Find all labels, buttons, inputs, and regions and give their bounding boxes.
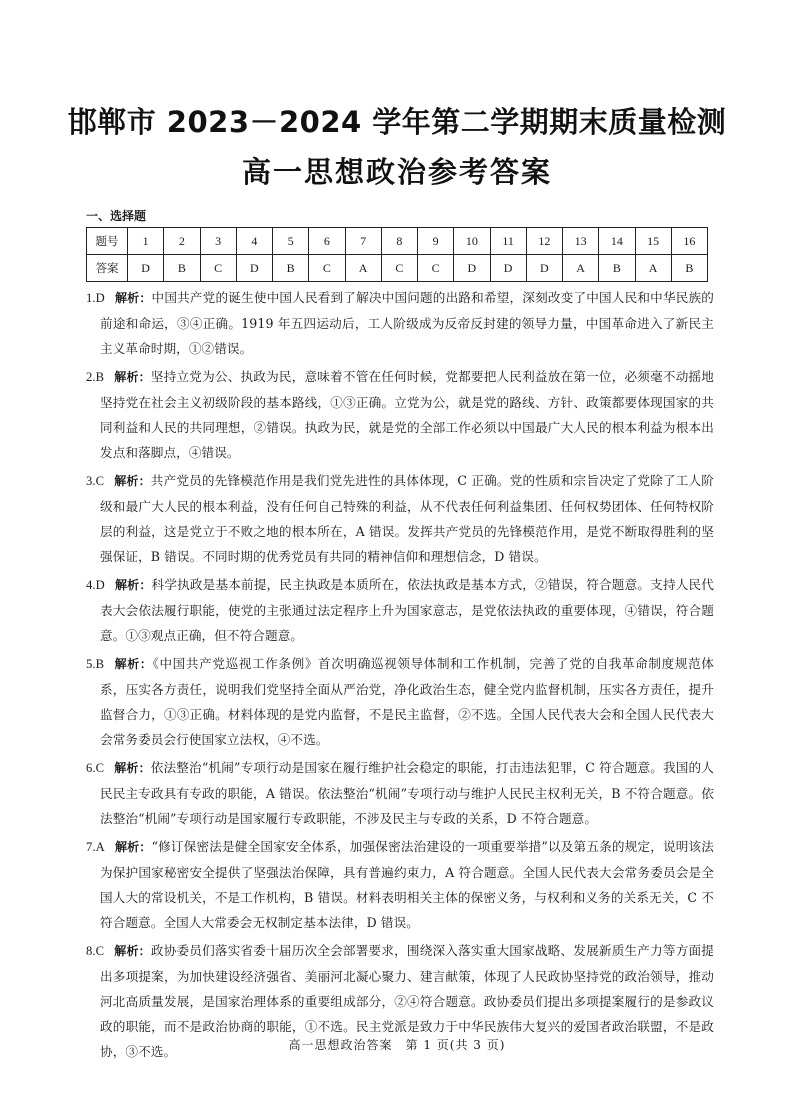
explanation-text: 共产党员的先锋模范作用是我们党先进性的具体体现，C 正确。党的性质和宗旨决定了党除了工人阶级和最广大人民的根本利益，没有任何自己特殊的利益，从不代表任何利益集团、任何权势团体、任何特权阶层的利益，这是党立于不败之地的根本所在，A 错误。发挥共产党员的先锋模范作用，是党不断取得胜利的坚强保证，B 错误。不同时期的优秀党员有共同的精神信仰和理想信念，D 错误。	[100, 473, 714, 564]
explanation-text: 坚持立党为公、执政为民，意味着不管在任何时候，党都要把人民利益放在第一位，必须毫不动摇地坚持党在社会主义初级阶段的基本路线，①③正确。立党为公，就是党的路线、方针、政策都要体现国家的共同利益和人民的共同理想，②错误。执政为民，就是党的全部工作必须以中国最广大人民的根本利益为根本出发点和落脚点，④错误。	[100, 369, 714, 460]
question-number: 6	[309, 228, 345, 255]
explanation-label: 解析：	[114, 474, 151, 488]
answer-cell: D	[454, 255, 490, 282]
item-answer: D	[95, 291, 105, 305]
answer-cell: D	[128, 255, 164, 282]
item-number: 2.	[86, 370, 96, 384]
answer-cell: A	[345, 255, 381, 282]
item-answer: C	[95, 944, 105, 958]
explanation-list	[86, 285, 714, 1067]
answer-cell: C	[418, 255, 454, 282]
question-number: 2	[164, 228, 200, 255]
item-answer: B	[95, 657, 105, 671]
section-heading: 一、选择题	[86, 209, 147, 223]
question-number: 1	[128, 228, 164, 255]
item-answer: A	[95, 840, 105, 854]
answer-cell: B	[273, 255, 309, 282]
item-number: 7.	[86, 840, 96, 854]
item-number: 3.	[86, 474, 96, 488]
answer-cell: B	[671, 255, 707, 282]
explanation-item	[86, 364, 714, 465]
answer-cell: A	[563, 255, 599, 282]
explanation-item	[86, 572, 714, 648]
page-footer: 高一思想政治答案 第 1 页(共 3 页)	[288, 1038, 506, 1052]
explanation-text: 《中国共产党巡视工作条例》首次明确巡视领导体制和工作机制，完善了党的自我革命制度规范体系，压实各方责任，说明我们党坚持全面从严治党，净化政治生态，健全党内监督机制，压实各方责任，提升监督合力，①③正确。材料体现的是党内监督，不是民主监督，②不选。全国人民代表大会和全国人民代表大会常务委员会行使国家立法权，④不选。	[100, 656, 714, 747]
explanation-text: 中国共产党的诞生使中国人民看到了解决中国问题的出路和希望，深刻改变了中国人民和中华民族的前途和命运，③④正确。1919 年五四运动后，工人阶级成为反帝反封建的领导力量，中国革命进入了新民主主义革命时期，①②错误。	[100, 290, 714, 356]
answer-row	[87, 255, 708, 282]
explanation-text: 依法整治“机闹”专项行动是国家在履行维护社会稳定的职能，打击违法犯罪，C 符合题意。我国的人民民主专政具有专政的职能，A 错误。依法整治“机闹”专项行动与维护人民民主权利无关，B 不符合题意。依法整治“机闹”专项行动是国家履行专政职能，不涉及民主与专政的关系，D 不符合题意。	[100, 760, 714, 826]
answer-cell: C	[309, 255, 345, 282]
explanation-label: 解析：	[114, 370, 151, 384]
item-number: 5.	[86, 657, 96, 671]
row-label: 题号	[87, 228, 128, 255]
explanation-label: 解析：	[114, 291, 152, 305]
question-number: 13	[563, 228, 599, 255]
document-title: 邯郸市 2023－2024 学年第二学期期末质量检测	[67, 105, 727, 139]
answer-cell: A	[635, 255, 671, 282]
answer-cell: D	[526, 255, 562, 282]
item-number: 1.	[86, 291, 96, 305]
explanation-item	[86, 651, 714, 752]
question-number: 7	[345, 228, 381, 255]
document-subtitle: 高一思想政治参考答案	[241, 155, 552, 189]
item-number: 8.	[86, 944, 96, 958]
explanation-text: “修订保密法是健全国家安全体系，加强保密法治建设的一项重要举措”以及第五条的规定，说明该法为保护国家秘密安全提供了坚强法治保障，具有普遍约束力，A 符合题意。全国人民代表大会常务委员会是全国人大的常设机关，不是工作机构，B 错误。材料表明相关主体的保密义务，与权利和义务的关系无关，C 不符合题意。全国人大常委会无权制定基本法律，D 错误。	[100, 839, 714, 930]
explanation-item	[86, 755, 714, 831]
item-answer: C	[95, 474, 105, 488]
item-answer: C	[95, 761, 105, 775]
question-number: 4	[236, 228, 272, 255]
answer-cell: D	[236, 255, 272, 282]
question-number: 8	[381, 228, 417, 255]
answer-cell: D	[490, 255, 526, 282]
item-answer: D	[95, 578, 105, 592]
question-number: 12	[526, 228, 562, 255]
explanation-item	[86, 468, 714, 569]
question-number: 16	[671, 228, 707, 255]
answer-cell: B	[164, 255, 200, 282]
question-number: 5	[273, 228, 309, 255]
explanation-label: 解析：	[114, 761, 151, 775]
item-number: 4.	[86, 578, 96, 592]
question-number: 11	[490, 228, 526, 255]
question-number: 9	[418, 228, 454, 255]
explanation-label: 解析：	[114, 657, 153, 671]
row-label: 答案	[87, 255, 128, 282]
answer-table	[86, 227, 708, 282]
answer-cell: C	[200, 255, 236, 282]
explanation-text: 科学执政是基本前提，民主执政是本质所在，依法执政是基本方式，②错误，符合题意。支持人民代表大会依法履行职能，使党的主张通过法定程序上升为国家意志，是党依法执政的重要体现，④错误，符合题意。①③观点正确，但不符合题意。	[100, 577, 714, 643]
question-number-row	[87, 228, 708, 255]
item-number: 6.	[86, 761, 96, 775]
answer-cell: C	[381, 255, 417, 282]
question-number: 10	[454, 228, 490, 255]
explanation-label: 解析：	[114, 578, 152, 592]
item-answer: B	[95, 370, 105, 384]
explanation-item	[86, 834, 714, 935]
explanation-label: 解析：	[114, 944, 151, 958]
explanation-item	[86, 285, 714, 361]
question-number: 15	[635, 228, 671, 255]
explanation-label: 解析：	[114, 840, 152, 854]
question-number: 14	[599, 228, 635, 255]
answer-cell: B	[599, 255, 635, 282]
question-number: 3	[200, 228, 236, 255]
explanation-text: 政协委员们落实省委十届历次全会部署要求，围绕深入落实重大国家战略、发展新质生产力等方面提出多项提案，为加快建设经济强省、美丽河北凝心聚力、建言献策，体现了人民政协坚持党的政治领导，推动河北高质量发展，是国家治理体系的重要组成部分，②④符合题意。政协委员们提出多项提案履行的是参政议政的职能，而不是政治协商的职能，①不选。民主党派是致力于中华民族伟大复兴的爱国者政治联盟，不是政协，③不选。	[100, 943, 714, 1059]
